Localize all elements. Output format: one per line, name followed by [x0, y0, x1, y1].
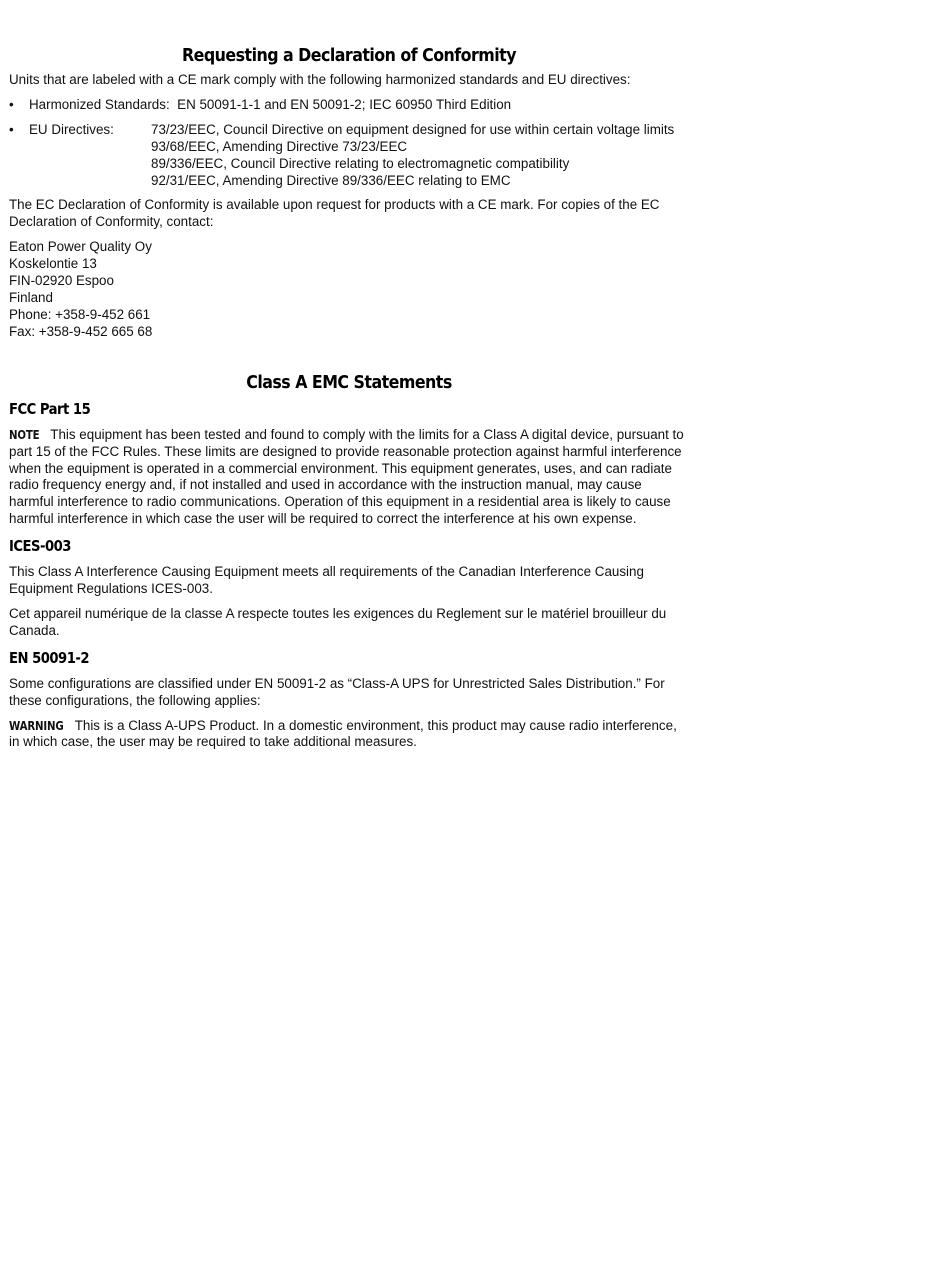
phone-line: Phone: +358-9-452 661 [9, 306, 151, 322]
directives-list [151, 122, 674, 190]
contact-address [9, 239, 689, 340]
directive-line: 92/31/EEC, Amending Directive 89/336/EEC relating to EMC [151, 172, 511, 188]
harmonized-standards-item [9, 97, 689, 114]
fax-line: Fax: +358-9-452 665 68 [9, 323, 153, 339]
en50091-heading: EN 50091-2 [9, 648, 89, 667]
address-line: FIN-02920 Espoo [9, 273, 114, 289]
fcc-note [9, 427, 689, 528]
directives-label: • EU Directives: [29, 121, 114, 137]
declaration-intro: Units that are labeled with a CE mark comply with the following harmonized standards and EU directives: [9, 72, 631, 87]
warning-text: This is a Class A-UPS Product. In a domestic environment, this product may cause radio interference, in which case, the user may be required to take additional measures. [9, 717, 677, 750]
fcc-heading: FCC Part 15 [9, 399, 91, 418]
directive-line: 73/23/EEC, Council Directive on equipment designed for use within certain voltage limits [151, 121, 675, 137]
en50091-text: Some configurations are classified under EN 50091-2 as “Class-A UPS for Unrestricted Sales Distribution.” For these configurations, the following applies: [9, 675, 665, 708]
note-text: This equipment has been tested and found to comply with the limits for a Class A digital device, pursuant to part 15 of the FCC Rules. These limits are designed to provide reasonable protection against harmful interference when the equipment is operated in a commercial environment. This equipment generates, uses, and can radiate radio frequency energy and, if not installed and used in accordance with the instruction manual, may cause harmful interference to radio communications. Operation of this equipment in a residential area is likely to cause harmful interference in which case the user will be required to correct the interference at his own expense. [9, 426, 684, 527]
address-line: Eaton Power Quality Oy [9, 239, 152, 255]
standards-list [9, 97, 689, 190]
standards-value: EN 50091-1-1 and EN 50091-2; IEC 60950 Third Edition [177, 96, 512, 112]
directive-line: 89/336/EEC, Council Directive relating to electromagnetic compatibility [151, 155, 570, 171]
note-label: NOTE [9, 427, 40, 442]
declaration-title: Requesting a Declaration of Conformity [181, 45, 517, 66]
availability-text: The EC Declaration of Conformity is available upon request for products with a CE mark. For copies of the EC Declaration of Conformity, contact: [9, 197, 660, 230]
en50091-warning [9, 718, 689, 752]
ices-french: Cet appareil numérique de la classe A respecte toutes les exigences du Reglement sur le matériel brouilleur du Canada. [9, 605, 667, 638]
document-page [9, 44, 689, 759]
emc-title: Class A EMC Statements [246, 371, 452, 393]
ices-english: This Class A Interference Causing Equipment meets all requirements of the Canadian Interference Causing Equipment Regulations ICES-003. [9, 564, 644, 597]
warning-label: WARNING [9, 718, 64, 733]
address-line: Koskelontie 13 [9, 256, 97, 272]
eu-directives-item [9, 122, 689, 190]
directive-line: 93/68/EEC, Amending Directive 73/23/EEC [151, 138, 408, 154]
address-line: Finland [9, 289, 53, 305]
ices-heading: ICES-003 [9, 537, 71, 556]
standards-label: Harmonized Standards: [29, 96, 170, 112]
